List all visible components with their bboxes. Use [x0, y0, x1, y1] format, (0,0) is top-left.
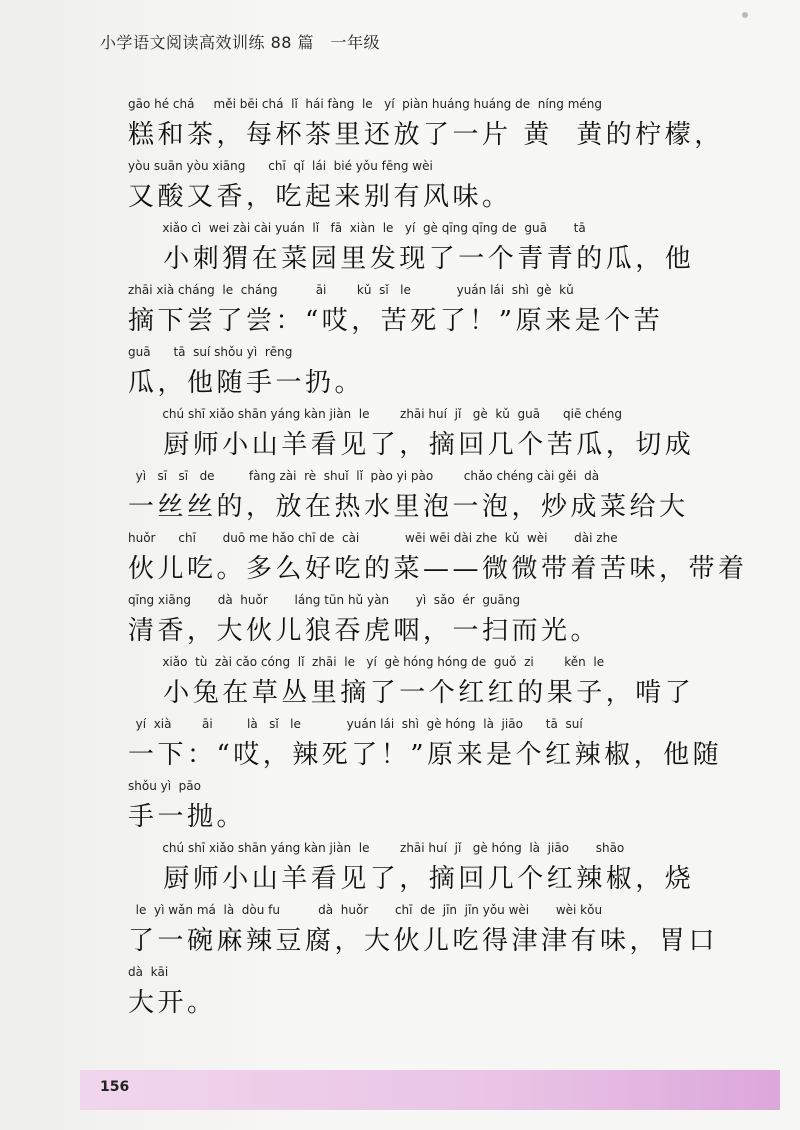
- hanzi-line: 伙儿吃。多么好吃的菜——微微带着苦味，带着: [128, 554, 748, 584]
- hanzi-line: 小兔在草丛里摘了一个红红的果子，啃了: [128, 678, 695, 708]
- pinyin-line: huǒr chī duō me hǎo chī de cài wēi wēi dài zhe kǔ wèi dài zhe: [128, 531, 618, 545]
- pinyin-line: xiǎo tù zài cǎo cóng lǐ zhāi le yí gè hóng hóng de guǒ zi kěn le: [128, 655, 605, 669]
- footer-band: [80, 1070, 780, 1110]
- running-header: 小学语文阅读高效训练 88 篇 一年级: [100, 33, 381, 52]
- pinyin-line: qīng xiāng dà huǒr láng tūn hǔ yàn yì sǎo ér guāng: [128, 593, 521, 607]
- pinyin-line: chú shī xiǎo shān yáng kàn jiàn le zhāi huí jǐ gè kǔ guā qiē chéng: [128, 407, 622, 421]
- hanzi-line: 大开。: [128, 988, 217, 1018]
- hanzi-line: 糕和茶，每杯茶里还放了一片 黄 黄的柠檬，: [128, 120, 724, 150]
- pinyin-line: gāo hé chá měi bēi chá lǐ hái fàng le yí piàn huáng huáng de níng méng: [128, 97, 602, 111]
- hanzi-line: 小刺猬在菜园里发现了一个青青的瓜，他: [128, 244, 695, 274]
- pinyin-line: yì sī sī de fàng zài rè shuǐ lǐ pào yi pào chǎo chéng cài gěi dà: [128, 469, 600, 483]
- page-number: 156: [100, 1079, 130, 1095]
- hanzi-line: 厨师小山羊看见了，摘回几个红辣椒，烧: [128, 864, 695, 894]
- pinyin-line: yòu suān yòu xiāng chī qǐ lái bié yǒu fēng wèi: [128, 159, 433, 173]
- hanzi-line: 又酸又香，吃起来别有风味。: [128, 182, 512, 212]
- pinyin-line: dà kāi: [128, 965, 169, 979]
- hanzi-line: 了一碗麻辣豆腐，大伙儿吃得津津有味，胃口: [128, 926, 719, 956]
- pinyin-line: guā tā suí shǒu yì rēng: [128, 345, 293, 359]
- hanzi-line: 厨师小山羊看见了，摘回几个苦瓜，切成: [128, 430, 695, 460]
- hanzi-line: 瓜，他随手一扔。: [128, 368, 365, 398]
- pinyin-line: xiǎo cì wei zài cài yuán lǐ fā xiàn le yí gè qīng qīng de guā tā: [128, 221, 586, 235]
- hanzi-line: 一下：“哎，辣死了！”原来是个红辣椒，他随: [128, 740, 723, 770]
- page-corner-mark: [742, 12, 748, 18]
- pinyin-line: shǒu yì pāo: [128, 779, 201, 793]
- story-text: [128, 93, 748, 1023]
- hanzi-line: 摘下尝了尝：“哎，苦死了！”原来是个苦: [128, 306, 664, 336]
- pinyin-line: le yì wǎn má là dòu fu dà huǒr chī de jīn jīn yǒu wèi wèi kǒu: [128, 903, 603, 917]
- hanzi-line: 清香，大伙儿狼吞虎咽，一扫而光。: [128, 616, 601, 646]
- pinyin-line: yí xià āi là sǐ le yuán lái shì gè hóng là jiāo tā suí: [128, 717, 583, 731]
- hanzi-line: 手一抛。: [128, 802, 247, 832]
- hanzi-line: 一丝丝的，放在热水里泡一泡，炒成菜给大: [128, 492, 689, 522]
- pinyin-line: zhāi xià cháng le cháng āi kǔ sǐ le yuán lái shì gè kǔ: [128, 283, 574, 297]
- pinyin-line: chú shī xiǎo shān yáng kàn jiàn le zhāi huí jǐ gè hóng là jiāo shāo: [128, 841, 625, 855]
